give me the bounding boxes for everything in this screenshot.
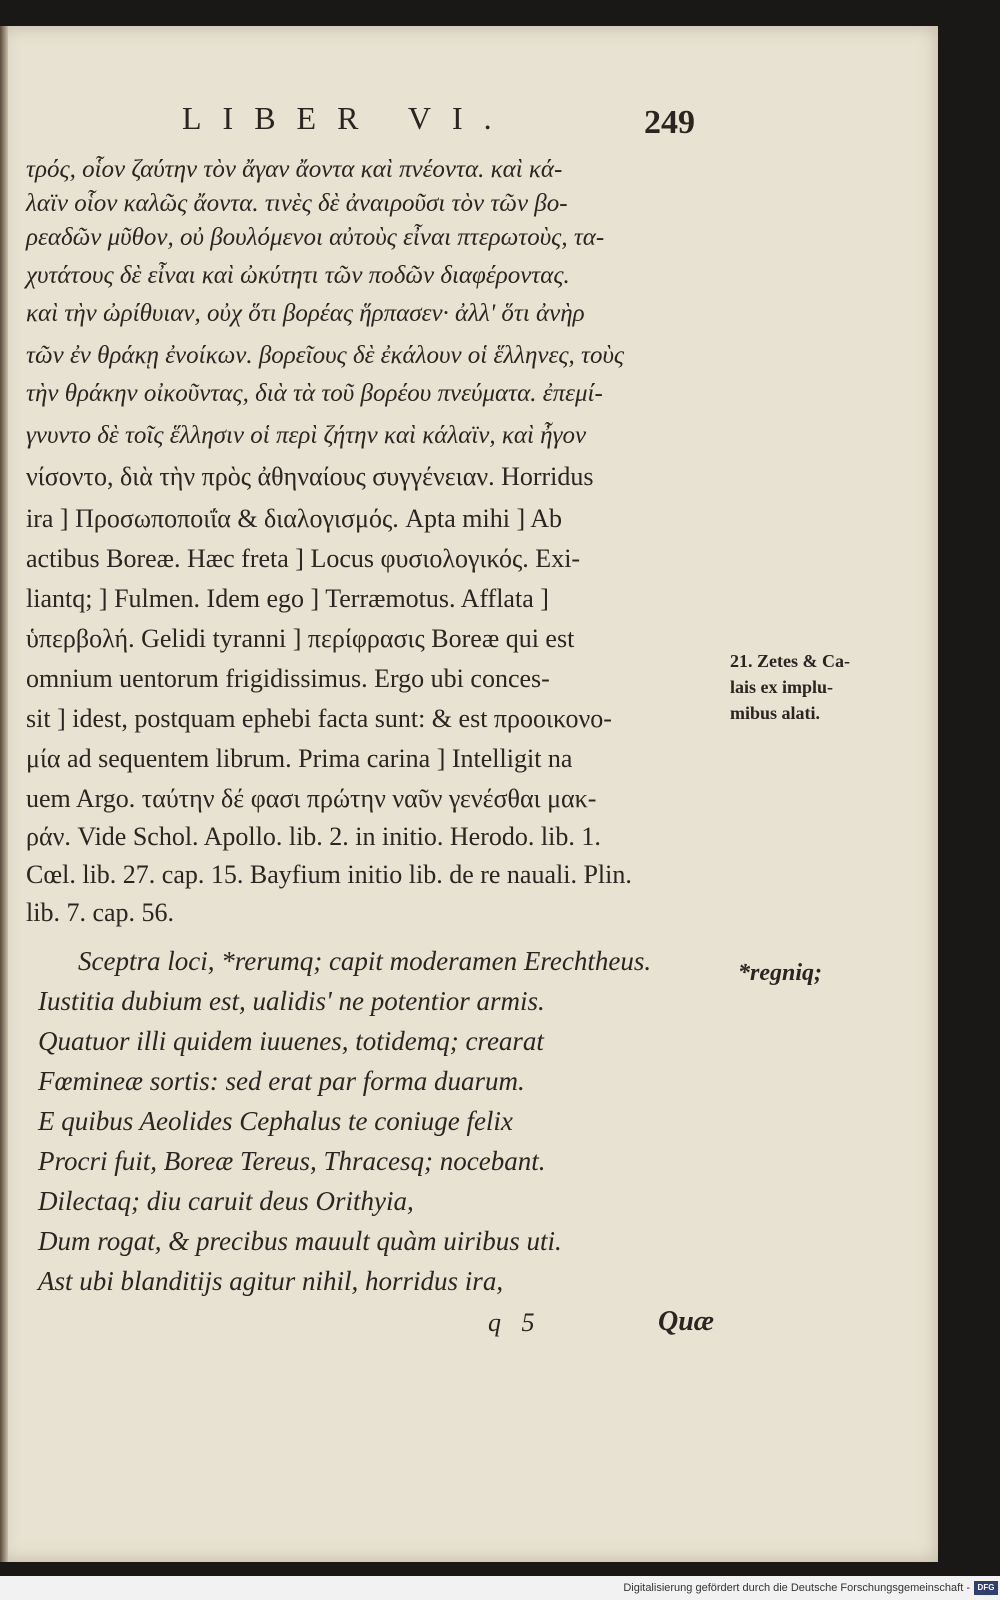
- running-header: LIBER VI.: [182, 100, 513, 136]
- commentary-line: τῶν ἐν θράκῃ ἐνοίκων. βορεῖους δὲ ἐκάλουν οἱ ἕλληνες, τοὺς: [26, 342, 625, 369]
- commentary-line: ira ] Προσωποποιΐα & διαλογισμός. Apta mihi ] Ab: [26, 504, 562, 533]
- margin-variant-note: *regniq;: [738, 960, 822, 986]
- signature-mark: q 5: [488, 1308, 535, 1337]
- commentary-line: γνυντο δὲ τοῖς ἕλλησιν οἱ περὶ ζήτην καὶ κάλαϊν, καὶ ἦγον: [26, 422, 587, 449]
- commentary-line: ράν. Vide Schol. Apollo. lib. 2. in initio. Herodo. lib. 1.: [26, 822, 601, 851]
- footer-credit: Digitalisierung gefördert durch die Deutsche Forschungsgemeinschaft -: [623, 1582, 970, 1594]
- commentary-line: νίσοντο, διὰ τὴν πρὸς ἀθηναίους συγγένειαν. Horridus: [26, 462, 594, 491]
- margin-note: [730, 648, 900, 726]
- margin-note-line: lais ex implu-: [730, 677, 834, 697]
- dfg-logo: DFG: [974, 1581, 998, 1595]
- footer-bar: [0, 1576, 1000, 1600]
- commentary-line: liantq; ] Fulmen. Idem ego ] Terræmotus. Afflata ]: [26, 584, 549, 613]
- commentary-line: uem Argo. ταύτην δέ φασι πρώτην ναῦν γενέσθαι μακ-: [26, 784, 597, 813]
- verse-line: Iustitia dubium est, ualidis' ne potentior armis.: [38, 986, 545, 1016]
- commentary-line: ρεαδῶν μῦθον, οὐ βουλόμενοι αὐτοὺς εἶναι πτερωτοὺς, τα-: [26, 224, 605, 251]
- commentary-line: omnium uentorum frigidissimus. Ergo ubi conces-: [26, 664, 550, 693]
- commentary-line: μία ad sequentem librum. Prima carina ] Intelligit na: [26, 744, 573, 773]
- commentary-line: ὑπερβολή. Gelidi tyranni ] περίφρασις Boreæ qui est: [26, 624, 575, 653]
- margin-note-line: 21. Zetes & Ca-: [730, 651, 850, 671]
- commentary-line: τρός, οἷον ζαύτην τὸν ἄγαν ἄοντα καὶ πνέοντα. καὶ κά-: [26, 156, 563, 183]
- commentary-line: sit ] idest, postquam ephebi facta sunt: & est προοικονο-: [26, 704, 612, 733]
- commentary-line: λαϊν οἷον καλῶς ἄοντα. τινὲς δὲ ἀναιροῦσι τὸν τῶν βο-: [26, 190, 568, 217]
- verse-line: Quatuor illi quidem iuuenes, totidemq; crearat: [38, 1026, 544, 1056]
- commentary-line: actibus Boreæ. Hæc freta ] Locus φυσιολογικός. Exi-: [26, 544, 581, 573]
- page-gutter: [0, 26, 8, 1562]
- margin-note-line: mibus alati.: [730, 703, 821, 723]
- page-number: 249: [644, 104, 695, 141]
- verse-line: Procri fuit, Boreæ Tereus, Thracesq; nocebant.: [38, 1146, 546, 1176]
- commentary-line: τὴν θράκην οἰκοῦντας, διὰ τὰ τοῦ βορέου πνεύματα. ἐπεμί-: [26, 380, 603, 407]
- verse-line: Ast ubi blanditijs agitur nihil, horridus ira,: [38, 1266, 504, 1296]
- commentary-line: Cœl. lib. 27. cap. 15. Bayfium initio lib. de re nauali. Plin.: [26, 860, 632, 889]
- commentary-line: lib. 7. cap. 56.: [26, 898, 175, 927]
- catchword: Quæ: [658, 1306, 715, 1337]
- verse-line: Sceptra loci, *rerumq; capit moderamen Erechtheus.: [78, 946, 652, 976]
- commentary-line: καὶ τὴν ὠρίθυιαν, οὐχ ὅτι βορέας ἥρπασεν· ἀλλ' ὅτι ἀνὴρ: [26, 300, 585, 327]
- verse-line: Fœmineæ sortis: sed erat par forma duarum.: [38, 1066, 525, 1096]
- verse-line: Dilectaq; diu caruit deus Orithyia,: [38, 1186, 414, 1216]
- commentary-line: χυτάτους δὲ εἶναι καὶ ὠκύτητι τῶν ποδῶν διαφέροντας.: [26, 262, 570, 289]
- verse-line: Dum rogat, & precibus mauult quàm uiribus uti.: [38, 1226, 562, 1256]
- verse-line: E quibus Aeolides Cephalus te coniuge felix: [38, 1106, 513, 1136]
